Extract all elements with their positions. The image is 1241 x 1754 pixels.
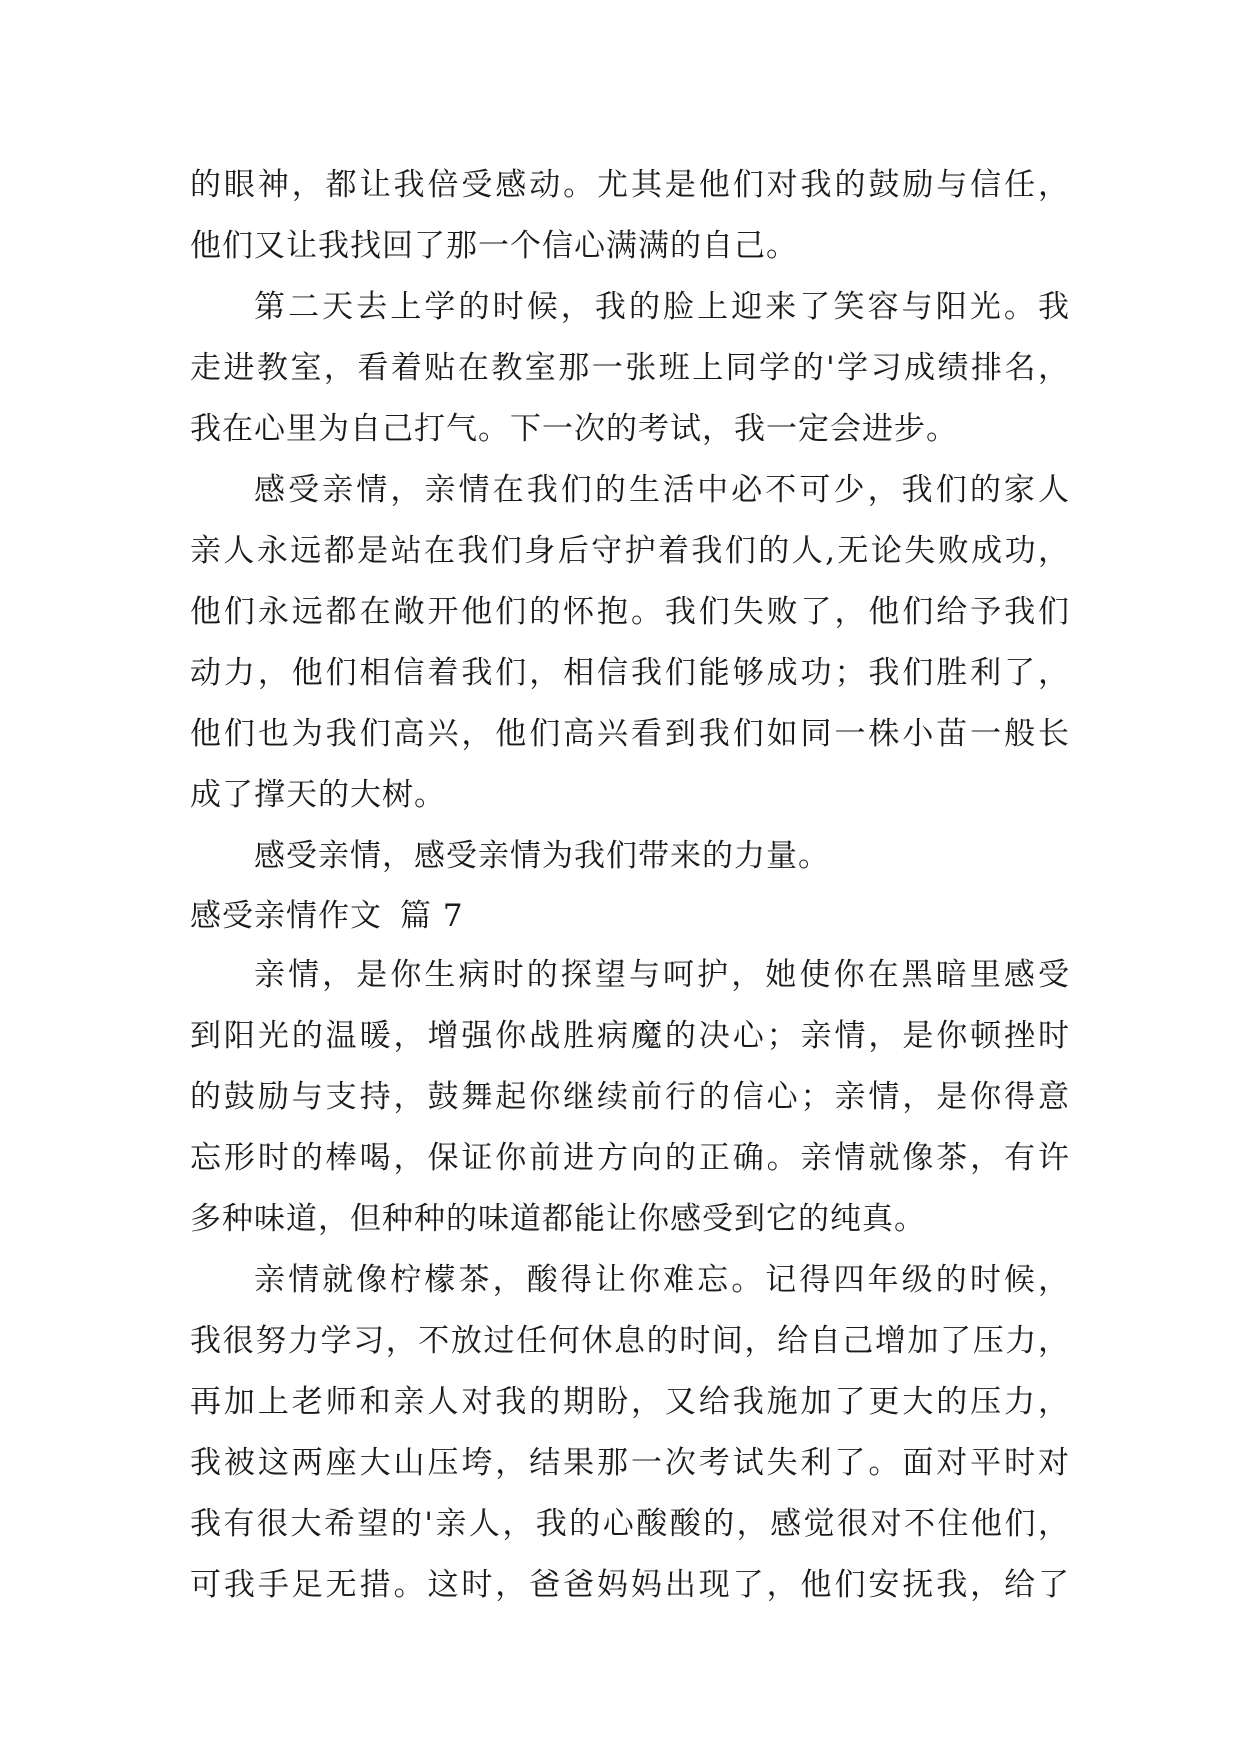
paragraph: [190, 945, 1070, 1250]
text-line: 可我手足无措。这时，爸爸妈妈出现了，他们安抚我，给了: [190, 1567, 1070, 1603]
text-line: 成了撑天的大树。: [190, 777, 446, 813]
text-line: 他们永远都在敞开他们的怀抱。我们失败了，他们给予我们: [190, 594, 1070, 630]
paragraph: [190, 460, 1070, 826]
paragraph: [190, 277, 1070, 460]
text-line: 亲情，是你生病时的探望与呵护，她使你在黑暗里感受: [254, 957, 1070, 993]
text-line: 走进教室，看着贴在教室那一张班上同学的'学习成绩排名，: [190, 350, 1070, 386]
text-line: 多种味道，但种种的味道都能让你感受到它的纯真。: [190, 1201, 926, 1237]
paragraph: [190, 155, 1070, 277]
text-line: 我在心里为自己打气。下一次的考试，我一定会进步。: [190, 411, 958, 447]
section-number: 篇 7: [400, 898, 464, 934]
section-title: 感受亲情作文: [190, 898, 382, 934]
text-line: 亲人永远都是站在我们身后守护着我们的人,无论失败成功，: [190, 533, 1070, 569]
text-line: 他们又让我找回了那一个信心满满的自己。: [190, 228, 798, 264]
text-line: 的眼神，都让我倍受感动。尤其是他们对我的鼓励与信任，: [190, 167, 1070, 203]
text-line: 我有很大希望的'亲人，我的心酸酸的，感觉很对不住他们，: [190, 1506, 1070, 1542]
section-heading: [190, 887, 1070, 945]
text-line: 动力，他们相信着我们，相信我们能够成功；我们胜利了，: [190, 655, 1070, 691]
text-line: 再加上老师和亲人对我的期盼，又给我施加了更大的压力，: [190, 1384, 1070, 1420]
paragraph: [190, 826, 1070, 887]
text-line: 亲情就像柠檬茶，酸得让你难忘。记得四年级的时候，: [254, 1262, 1070, 1298]
text-line: 感受亲情，亲情在我们的生活中必不可少，我们的家人: [254, 472, 1070, 508]
document-page: [190, 155, 1070, 1616]
text-line: 的鼓励与支持，鼓舞起你继续前行的信心；亲情，是你得意: [190, 1079, 1070, 1115]
text-line: 到阳光的温暖，增强你战胜病魔的决心；亲情，是你顿挫时: [190, 1018, 1070, 1054]
paragraph: [190, 1250, 1070, 1616]
text-line: 我被这两座大山压垮，结果那一次考试失利了。面对平时对: [190, 1445, 1070, 1481]
text-line: 第二天去上学的时候，我的脸上迎来了笑容与阳光。我: [254, 289, 1070, 325]
text-line: 他们也为我们高兴，他们高兴看到我们如同一株小苗一般长: [190, 716, 1070, 752]
text-line: 感受亲情，感受亲情为我们带来的力量。: [254, 838, 830, 874]
text-line: 我很努力学习，不放过任何休息的时间，给自己增加了压力，: [190, 1323, 1070, 1359]
text-line: 忘形时的棒喝，保证你前进方向的正确。亲情就像茶，有许: [190, 1140, 1070, 1176]
